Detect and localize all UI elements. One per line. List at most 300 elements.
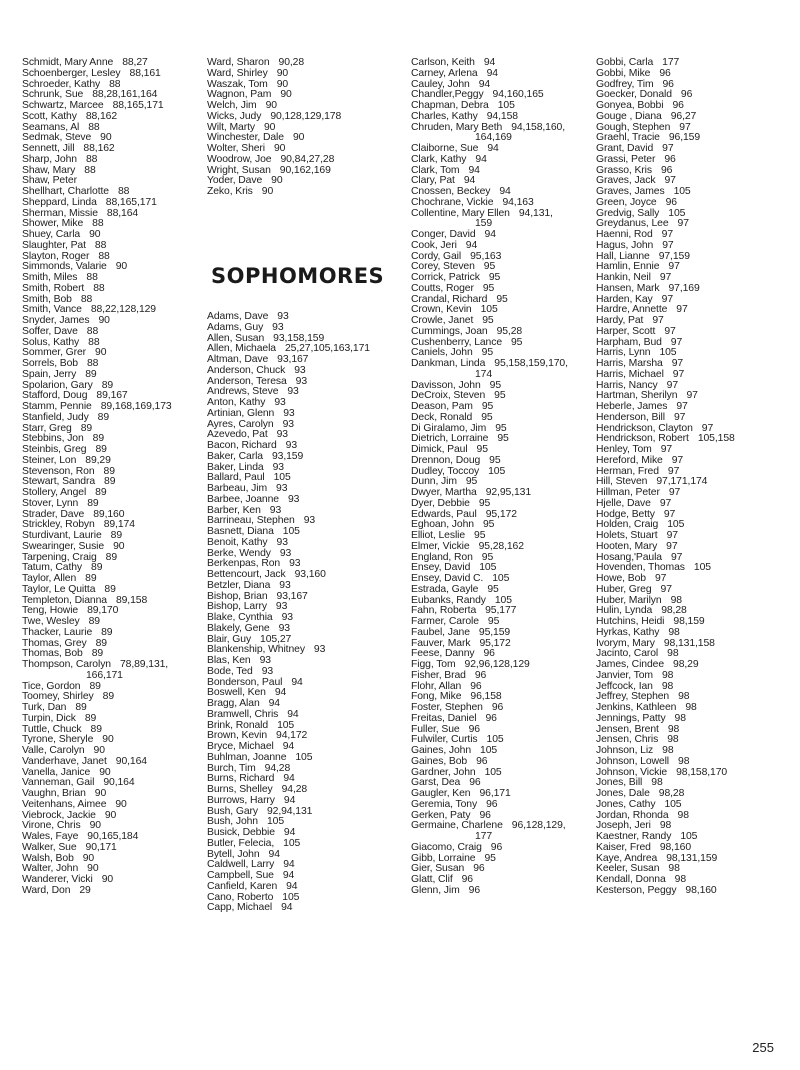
entry-pages: 95,172 bbox=[479, 637, 511, 649]
entry-pages: 94 bbox=[463, 175, 476, 187]
entry-pages: 97 bbox=[661, 229, 674, 240]
entry-pages: 96 bbox=[474, 669, 487, 681]
entry-pages: 94 bbox=[465, 239, 478, 251]
entry-pages: 90 bbox=[95, 347, 107, 359]
entry-pages: 97 bbox=[666, 540, 678, 552]
entry-name: Benoit, Kathy bbox=[207, 536, 268, 548]
entry-pages: 96 bbox=[662, 78, 674, 90]
entry-name: Templeton, Dianna bbox=[22, 594, 107, 606]
entry-pages: 89 bbox=[90, 723, 102, 735]
entry-pages: 96,128,129, bbox=[511, 820, 566, 832]
entry-name: Kendall, Donna bbox=[596, 874, 666, 885]
entry-name: Wright, Susan bbox=[207, 164, 271, 176]
entry-name: Cordy, Gail bbox=[411, 250, 462, 262]
entry-name: Thompson, Carolyn bbox=[22, 659, 111, 670]
entry-name: Jones, Cathy bbox=[596, 798, 656, 810]
entry-pages-continued: 177 bbox=[475, 831, 493, 842]
entry-pages: 96 bbox=[490, 841, 503, 853]
entry-name: Fuller, Sue bbox=[411, 723, 460, 735]
entry-name: Greydanus, Lee bbox=[596, 218, 669, 230]
entry-pages: 96,27 bbox=[670, 110, 697, 122]
entry-name: Burrows, Harry bbox=[207, 794, 275, 806]
entry-pages: 97 bbox=[666, 530, 678, 541]
entry-pages: 105 bbox=[273, 472, 291, 484]
entry-pages: 89 bbox=[102, 691, 115, 703]
index-entry bbox=[411, 821, 593, 832]
entry-pages: 97 bbox=[670, 336, 683, 348]
index-entry bbox=[411, 886, 593, 897]
entry-name: Hill, Steven bbox=[596, 476, 648, 488]
entry-name: Eghoan, John bbox=[411, 519, 474, 531]
entry-name: Soffer, Dave bbox=[22, 325, 78, 337]
entry-name: Ward, Don bbox=[22, 884, 71, 896]
entry-pages: 95,159 bbox=[478, 626, 511, 638]
entry-name: Steiner, Lon bbox=[22, 454, 77, 466]
entry-pages: 97 bbox=[676, 401, 688, 412]
entry-pages: 88,22,128,129 bbox=[90, 304, 156, 316]
entry-name: Hardy, Pat bbox=[596, 315, 644, 326]
entry-pages: 90 bbox=[280, 89, 292, 101]
entry-pages: 89 bbox=[110, 530, 123, 541]
entry-name: Blas, Ken bbox=[207, 655, 251, 666]
entry-pages: 93,167 bbox=[276, 590, 308, 602]
entry-pages: 97 bbox=[666, 379, 678, 391]
entry-name: Stebbins, Jon bbox=[22, 433, 84, 445]
index-entry bbox=[596, 886, 796, 897]
entry-pages: 97 bbox=[664, 175, 676, 187]
entry-pages: 89,174 bbox=[103, 519, 135, 531]
entry-name: Blair, Guy bbox=[207, 633, 252, 645]
entry-pages: 95,28,162 bbox=[478, 540, 524, 552]
entry-pages: 96 bbox=[659, 67, 671, 79]
entry-name: Walsh, Bob bbox=[22, 852, 74, 864]
entry-name: Taylor, Allen bbox=[22, 573, 77, 584]
entry-name: Glatt, Clif bbox=[411, 874, 453, 885]
entry-name: Kesterson, Peggy bbox=[596, 884, 677, 896]
entry-name: Sharp, John bbox=[22, 153, 77, 165]
entry-name: Altman, Dave bbox=[207, 354, 269, 365]
entry-name: Baker, Carla bbox=[207, 450, 263, 462]
entry-name: Veitenhans, Aimee bbox=[22, 798, 107, 810]
entry-pages: 97 bbox=[686, 390, 698, 402]
entry-pages: 94,131, bbox=[518, 207, 553, 219]
entry-pages: 88 bbox=[86, 325, 99, 337]
entry-name: Shower, Mike bbox=[22, 218, 84, 230]
entry-pages: 90 bbox=[115, 261, 128, 273]
entry-pages: 89 bbox=[92, 433, 105, 445]
entry-pages: 93 bbox=[274, 397, 286, 408]
entry-pages: 94 bbox=[483, 57, 496, 68]
entry-pages: 98 bbox=[677, 809, 689, 821]
entry-pages: 88 bbox=[109, 78, 121, 90]
entry-name: Wanderer, Vicki bbox=[22, 874, 93, 885]
entry-pages: 97,159 bbox=[658, 250, 690, 262]
entry-pages: 93 bbox=[294, 364, 306, 376]
entry-pages: 96 bbox=[476, 755, 488, 767]
entry-pages: 98 bbox=[662, 745, 674, 756]
entry-pages: 90,164 bbox=[103, 777, 135, 789]
entry-pages: 177 bbox=[662, 57, 680, 68]
entry-pages: 93 bbox=[289, 558, 301, 570]
entry-pages: 96,158 bbox=[470, 691, 502, 703]
entry-name: Wicks, Judy bbox=[207, 110, 262, 122]
entry-pages: 98 bbox=[674, 712, 686, 724]
entry-name: Tarpening, Craig bbox=[22, 551, 97, 563]
entry-name: Hartman, Sherilyn bbox=[596, 390, 678, 402]
entry-pages: 93 bbox=[259, 655, 271, 666]
entry-pages: 93 bbox=[279, 547, 292, 559]
entry-name: Chapman, Debra bbox=[411, 100, 489, 111]
entry-name: Jacinto, Carol bbox=[596, 648, 659, 660]
entry-pages: 89 bbox=[89, 680, 101, 692]
entry-name: Sedmak, Steve bbox=[22, 132, 92, 144]
entry-name: Heberle, James bbox=[596, 401, 668, 412]
entry-name: Huber, Marilyn bbox=[596, 594, 662, 606]
entry-name: Blankenship, Whitney bbox=[207, 644, 305, 656]
entry-pages: 94 bbox=[283, 794, 296, 806]
entry-name: Chruden, Mary Beth bbox=[411, 121, 503, 133]
entry-pages: 90 bbox=[276, 67, 289, 79]
entry-name: Conger, David bbox=[411, 229, 476, 240]
entry-name: Bonderson, Paul bbox=[207, 676, 283, 688]
entry-name: Graehl, Tracie bbox=[596, 132, 660, 144]
entry-pages: 94 bbox=[283, 859, 295, 871]
entry-name: Davisson, John bbox=[411, 379, 481, 391]
entry-name: Gough, Stephen bbox=[596, 121, 671, 133]
entry-pages: 93 bbox=[279, 579, 291, 591]
entry-name: Swearinger, Susie bbox=[22, 540, 105, 552]
entry-name: Shuey, Carla bbox=[22, 229, 81, 240]
entry-pages: 88,165,171 bbox=[112, 100, 164, 111]
entry-name: Gaugler, Ken bbox=[411, 788, 471, 799]
entry-pages: 90 bbox=[276, 78, 289, 90]
entry-pages: 89,160 bbox=[93, 508, 125, 520]
entry-pages: 97 bbox=[654, 573, 667, 584]
entry-pages: 98 bbox=[668, 863, 680, 875]
entry-name: Holden, Craig bbox=[596, 519, 659, 531]
entry-pages: 94 bbox=[282, 741, 295, 752]
entry-pages: 90 bbox=[93, 745, 105, 756]
entry-pages: 98,29 bbox=[673, 659, 699, 670]
entry-pages: 97,171,174 bbox=[656, 476, 708, 488]
entry-pages: 97 bbox=[668, 261, 680, 273]
entry-pages: 89 bbox=[95, 487, 107, 498]
entry-pages: 88,165,171 bbox=[105, 196, 157, 208]
entry-pages: 90,28 bbox=[278, 57, 305, 68]
entry-pages: 98 bbox=[674, 874, 687, 885]
entry-pages: 93 bbox=[278, 622, 290, 634]
entry-name: Turpin, Dick bbox=[22, 712, 76, 724]
entry-name: Cauley, John bbox=[411, 78, 470, 90]
entry-name: Geremia, Tony bbox=[411, 798, 478, 810]
entry-name: Faubel, Jane bbox=[411, 626, 470, 638]
entry-name: Stover, Lynn bbox=[22, 497, 79, 509]
entry-pages: 93 bbox=[283, 407, 295, 419]
entry-pages: 98,160 bbox=[659, 841, 692, 853]
entry-pages: 97 bbox=[670, 551, 683, 563]
entry-pages: 95 bbox=[511, 336, 523, 348]
entry-name: Woodrow, Joe bbox=[207, 153, 272, 165]
entry-pages: 98,28 bbox=[661, 605, 687, 617]
entry-name: Clark, Tom bbox=[411, 164, 460, 176]
entry-name: Coutts, Roger bbox=[411, 282, 474, 294]
entry-pages: 94,160,165 bbox=[492, 89, 544, 101]
entry-pages: 95,177 bbox=[485, 605, 517, 617]
entry-pages: 90,128,129,178 bbox=[270, 110, 342, 122]
entry-name: Harris, Lynn bbox=[596, 347, 651, 359]
entry-pages: 90 bbox=[102, 734, 114, 746]
entry-name: Gonyea, Bobbi bbox=[596, 100, 664, 111]
entry-pages: 93 bbox=[295, 375, 308, 387]
entry-pages: 25,27,105,163,171 bbox=[284, 343, 370, 355]
entry-pages: 97 bbox=[676, 304, 688, 316]
entry-pages: 97 bbox=[671, 454, 684, 466]
entry-name: Tice, Gordon bbox=[22, 680, 81, 692]
entry-pages: 98 bbox=[659, 820, 672, 832]
entry-name: Goecker, Donald bbox=[596, 89, 672, 101]
entry-pages: 96 bbox=[486, 798, 498, 810]
entry-name: Gardner, John bbox=[411, 766, 476, 778]
entry-pages: 88,164 bbox=[106, 207, 139, 219]
entry-pages: 89 bbox=[95, 637, 107, 649]
entry-name: Hovenden, Thomas bbox=[596, 562, 685, 574]
entry-pages: 95 bbox=[489, 379, 501, 391]
entry-name: Claiborne, Sue bbox=[411, 143, 479, 154]
entry-pages: 95 bbox=[481, 551, 494, 563]
entry-pages: 89 bbox=[91, 648, 104, 660]
entry-name: Spolarion, Gary bbox=[22, 379, 93, 391]
entry-name: Viebrock, Jackie bbox=[22, 809, 96, 821]
entry-pages: 93 bbox=[276, 483, 288, 494]
entry-name: Dunn, Jim bbox=[411, 476, 457, 488]
entry-pages: 97 bbox=[662, 143, 674, 154]
entry-name: Sturdivant, Laurie bbox=[22, 530, 102, 541]
entry-pages: 105 bbox=[680, 831, 698, 842]
entry-pages: 94,28 bbox=[281, 784, 308, 795]
entry-name: Yoder, Dave bbox=[207, 175, 263, 187]
entry-name: DeCroix, Steven bbox=[411, 390, 486, 402]
entry-name: Thomas, Grey bbox=[22, 637, 87, 649]
entry-pages: 89 bbox=[91, 562, 103, 574]
entry-pages: 93 bbox=[272, 321, 284, 333]
entry-pages: 98,131,159 bbox=[666, 852, 718, 864]
entry-pages-continued: 174 bbox=[475, 368, 493, 380]
entry-name: Harris, Michael bbox=[596, 368, 664, 380]
entry-name: Simmonds, Valarie bbox=[22, 261, 107, 273]
entry-pages: 95 bbox=[489, 454, 501, 466]
entry-name: Capp, Michael bbox=[207, 902, 273, 914]
entry-pages: 93 bbox=[303, 515, 316, 527]
entry-pages: 88 bbox=[92, 218, 104, 230]
entry-pages: 89 bbox=[103, 465, 115, 477]
entry-pages: 88 bbox=[94, 239, 107, 251]
entry-name: Hulin, Lynda bbox=[596, 605, 653, 617]
entry-pages: 105 bbox=[282, 891, 300, 903]
index-entry bbox=[411, 359, 593, 370]
entry-name: Stanfield, Judy bbox=[22, 411, 89, 423]
entry-pages: 90 bbox=[263, 121, 276, 133]
entry-pages: 105 bbox=[480, 304, 498, 316]
entry-pages: 97 bbox=[673, 411, 686, 423]
entry-name: Dwyer, Martha bbox=[411, 487, 477, 498]
entry-pages: 98,160 bbox=[685, 884, 717, 896]
entry-name: Gouge , Diana bbox=[596, 110, 662, 122]
entry-pages: 95 bbox=[481, 347, 494, 359]
entry-name: Henley, Tom bbox=[596, 444, 652, 455]
entry-name: Harris, Nancy bbox=[596, 379, 658, 391]
entry-name: Winchester, Dale bbox=[207, 132, 284, 144]
entry-pages: 105 bbox=[480, 745, 498, 756]
entry-pages: 98,28 bbox=[658, 788, 685, 799]
entry-pages: 90 bbox=[98, 315, 110, 326]
entry-name: Twe, Wesley bbox=[22, 616, 80, 627]
section-heading-sophomores: SOPHOMORES bbox=[211, 264, 385, 288]
entry-pages: 98 bbox=[670, 594, 682, 606]
entry-pages: 94,158 bbox=[486, 110, 518, 122]
entry-name: Hooten, Mary bbox=[596, 540, 658, 552]
entry-pages: 105 bbox=[693, 562, 711, 574]
entry-name: Crandal, Richard bbox=[411, 293, 488, 305]
entry-name: Schwartz, Marcee bbox=[22, 100, 104, 111]
entry-name: Harper, Scott bbox=[596, 325, 656, 337]
entry-pages: 94,28 bbox=[264, 762, 291, 774]
entry-pages: 95,28 bbox=[496, 325, 523, 337]
entry-name: Gaines, John bbox=[411, 745, 472, 756]
entry-name: Hankin, Neil bbox=[596, 272, 651, 283]
entry-name: Bode, Ted bbox=[207, 665, 253, 677]
entry-name: Gibb, Lorraine bbox=[411, 852, 476, 864]
entry-pages: 90 bbox=[261, 186, 274, 197]
entry-name: Cano, Roberto bbox=[207, 891, 274, 903]
entry-pages: 105 bbox=[488, 465, 506, 477]
entry-name: Schmidt, Mary Anne bbox=[22, 57, 114, 68]
entry-name: Graves, James bbox=[596, 186, 665, 197]
entry-name: Henderson, Bill bbox=[596, 411, 665, 423]
entry-pages: 90 bbox=[94, 788, 107, 799]
entry-name: Starr, Greg bbox=[22, 422, 72, 434]
entry-pages: 105 bbox=[486, 734, 504, 746]
entry-pages: 89 bbox=[75, 702, 87, 713]
entry-pages: 88 bbox=[117, 186, 130, 197]
entry-pages: 90 bbox=[100, 132, 112, 144]
entry-name: Deason, Pam bbox=[411, 401, 473, 412]
entry-pages: 88,27 bbox=[122, 57, 148, 68]
entry-name: Waszak, Tom bbox=[207, 78, 268, 90]
entry-name: Burns, Richard bbox=[207, 773, 275, 785]
entry-name: Clary, Pat bbox=[411, 175, 455, 187]
entry-name: Farmer, Carole bbox=[411, 616, 479, 627]
entry-pages: 96,159 bbox=[668, 132, 701, 144]
entry-pages: 105 bbox=[282, 526, 300, 537]
entry-pages: 90 bbox=[113, 540, 125, 552]
entry-name: Elmer, Vickie bbox=[411, 540, 470, 552]
entry-name: Elliot, Leslie bbox=[411, 530, 466, 541]
entry-pages: 90 bbox=[292, 132, 305, 144]
entry-pages: 97,169 bbox=[668, 282, 700, 294]
entry-name: Freitas, Daniel bbox=[411, 712, 477, 724]
entry-name: Ward, Shirley bbox=[207, 67, 268, 79]
entry-pages: 90 bbox=[87, 863, 99, 875]
entry-name: Butler, Felecia, bbox=[207, 837, 275, 849]
entry-name: Fisher, Brad bbox=[411, 669, 466, 681]
entry-pages: 94 bbox=[274, 687, 287, 699]
entry-name: Ensey, David bbox=[411, 562, 471, 574]
entry-name: Bryce, Michael bbox=[207, 741, 274, 752]
entry-name: Sennett, Jill bbox=[22, 143, 75, 154]
entry-name: Jenkins, Kathleen bbox=[596, 702, 677, 713]
entry-name: Solus, Kathy bbox=[22, 336, 80, 348]
entry-name: Snyder, James bbox=[22, 315, 90, 326]
entry-name: Stevenson, Ron bbox=[22, 465, 95, 477]
entry-pages: 94 bbox=[281, 902, 293, 914]
entry-name: Burns, Shelley bbox=[207, 784, 273, 795]
entry-pages: 95 bbox=[487, 583, 499, 595]
entry-name: Joseph, Jeri bbox=[596, 820, 651, 832]
entry-name: Keeler, Susan bbox=[596, 863, 660, 875]
entry-name: England, Ron bbox=[411, 551, 473, 563]
entry-name: Hillman, Peter bbox=[596, 487, 660, 498]
entry-pages: 90,165,184 bbox=[87, 831, 139, 842]
entry-name: Berke, Wendy bbox=[207, 547, 271, 559]
entry-name: Vanderhave, Janet bbox=[22, 755, 107, 767]
entry-pages: 98 bbox=[668, 626, 680, 638]
entry-pages: 98 bbox=[651, 777, 663, 789]
entry-name: Bettencourt, Jack bbox=[207, 569, 286, 580]
entry-pages: 96 bbox=[470, 680, 482, 692]
entry-pages: 90 bbox=[89, 229, 101, 240]
entry-name: Hendrickson, Clayton bbox=[596, 422, 693, 434]
entry-name: Dyer, Debbie bbox=[411, 497, 470, 509]
entry-pages: 93 bbox=[281, 612, 293, 623]
entry-pages: 97 bbox=[659, 497, 672, 509]
entry-pages: 93 bbox=[272, 461, 284, 473]
entry-name: Allen, Susan bbox=[207, 332, 265, 344]
entry-name: Tuttle, Chuck bbox=[22, 723, 82, 735]
entry-pages: 89 bbox=[97, 411, 110, 423]
entry-name: Johnson, Vickie bbox=[596, 766, 668, 778]
entry-pages: 97 bbox=[677, 218, 689, 230]
entry-pages: 88 bbox=[80, 293, 93, 305]
entry-pages: 89 bbox=[104, 476, 116, 488]
index-entry bbox=[207, 903, 370, 914]
entry-name: Dankman, Linda bbox=[411, 358, 486, 369]
entry-name: Sherman, Missie bbox=[22, 207, 98, 219]
entry-name: Hendrickson, Robert bbox=[596, 433, 689, 445]
entry-pages: 88 bbox=[98, 250, 110, 262]
entry-pages: 95 bbox=[482, 282, 495, 294]
entry-pages: 95 bbox=[478, 497, 491, 509]
entry-name: Foster, Stephen bbox=[411, 702, 483, 713]
entry-pages: 105,27 bbox=[260, 633, 292, 645]
entry-name: Anderson, Teresa bbox=[207, 375, 287, 387]
entry-pages: 95 bbox=[481, 411, 493, 423]
entry-name: Tatum, Cathy bbox=[22, 562, 83, 574]
index-column-2-top bbox=[207, 58, 397, 198]
entry-pages: 89 bbox=[84, 712, 97, 724]
entry-pages: 94 bbox=[484, 229, 496, 240]
entry-name: Hardre, Annette bbox=[596, 304, 668, 316]
entry-name: Fong, Mike bbox=[411, 691, 462, 703]
entry-pages: 96 bbox=[468, 884, 481, 896]
entry-name: Hyrkas, Kathy bbox=[596, 626, 660, 638]
entry-name: Ayres, Carolyn bbox=[207, 418, 274, 430]
entry-name: Turk, Dan bbox=[22, 702, 67, 713]
entry-pages: 89 bbox=[88, 616, 100, 627]
entry-name: Fauver, Mark bbox=[411, 637, 471, 649]
entry-name: Jennings, Patty bbox=[596, 712, 666, 724]
entry-name: Walter, John bbox=[22, 863, 79, 875]
entry-name: Carney, Arlena bbox=[411, 67, 478, 79]
